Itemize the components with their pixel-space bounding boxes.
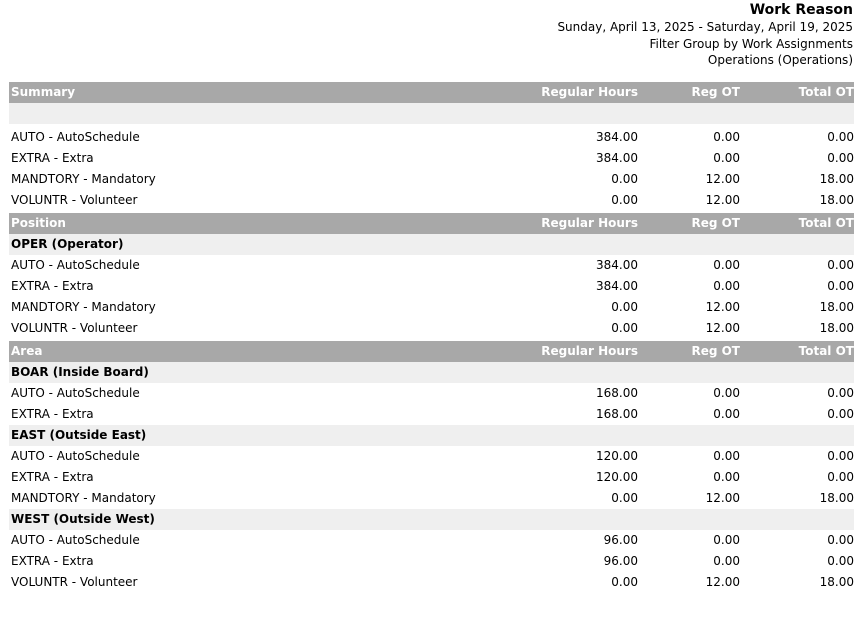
total-ot-value: 0.00 <box>827 258 854 272</box>
table-row <box>9 255 854 276</box>
regular-hours-value: 120.00 <box>596 449 638 463</box>
total-ot-value: 0.00 <box>827 407 854 421</box>
group-header <box>9 103 854 124</box>
table-row <box>9 169 854 190</box>
group-label: BOAR (Inside Board) <box>11 365 149 379</box>
total-ot-value: 0.00 <box>827 386 854 400</box>
total-ot-value: 0.00 <box>827 151 854 165</box>
regular-hours-value: 96.00 <box>603 554 638 568</box>
regular-hours-value: 384.00 <box>596 151 638 165</box>
work-reason: MANDTORY - Mandatory <box>11 172 156 186</box>
regular-hours-value: 168.00 <box>596 407 638 421</box>
reg-ot-value: 0.00 <box>713 449 740 463</box>
column-header-reg-ot: Reg OT <box>691 344 740 358</box>
work-reason: VOLUNTR - Volunteer <box>11 575 138 589</box>
reg-ot-value: 0.00 <box>713 470 740 484</box>
group-header <box>9 234 854 255</box>
work-reason: VOLUNTR - Volunteer <box>11 321 138 335</box>
reg-ot-value: 0.00 <box>713 386 740 400</box>
section-title: Summary <box>11 85 76 99</box>
total-ot-value: 18.00 <box>819 491 854 505</box>
total-ot-value: 18.00 <box>819 193 854 207</box>
total-ot-value: 18.00 <box>819 321 854 335</box>
table-row <box>9 530 854 551</box>
table-row <box>9 276 854 297</box>
group-header <box>9 425 854 446</box>
regular-hours-value: 384.00 <box>596 279 638 293</box>
group-label <box>9 103 431 124</box>
reg-ot-value: 12.00 <box>705 193 740 207</box>
column-header-regular-hours: Regular Hours <box>541 216 638 230</box>
table-row <box>9 127 854 148</box>
column-header-total-ot: Total OT <box>798 344 854 358</box>
total-ot-value: 0.00 <box>827 554 854 568</box>
work-reason: EXTRA - Extra <box>11 554 94 568</box>
total-ot-value: 0.00 <box>827 279 854 293</box>
table-row <box>9 488 854 509</box>
reg-ot-value: 12.00 <box>705 300 740 314</box>
table-row <box>9 572 854 593</box>
regular-hours-value: 0.00 <box>611 172 638 186</box>
column-header-regular-hours: Regular Hours <box>541 344 638 358</box>
total-ot-value: 0.00 <box>827 533 854 547</box>
group-label: OPER (Operator) <box>11 237 124 251</box>
work-reason: EXTRA - Extra <box>11 407 94 421</box>
table-row <box>9 318 854 339</box>
work-reason: VOLUNTR - Volunteer <box>11 193 138 207</box>
reg-ot-value: 0.00 <box>713 554 740 568</box>
regular-hours-value: 168.00 <box>596 386 638 400</box>
reg-ot-value: 0.00 <box>713 533 740 547</box>
report-title: Work Reason <box>749 2 853 18</box>
table-row <box>9 551 854 572</box>
regular-hours-value: 96.00 <box>603 533 638 547</box>
report-date-range: Sunday, April 13, 2025 - Saturday, April 19, 2025 <box>557 20 853 34</box>
work-reason: EXTRA - Extra <box>11 470 94 484</box>
reg-ot-value: 0.00 <box>713 151 740 165</box>
work-reason: MANDTORY - Mandatory <box>11 491 156 505</box>
total-ot-value: 0.00 <box>827 130 854 144</box>
regular-hours-value: 0.00 <box>611 300 638 314</box>
total-ot-value: 18.00 <box>819 172 854 186</box>
table-row <box>9 148 854 169</box>
reg-ot-value: 0.00 <box>713 258 740 272</box>
reg-ot-value: 12.00 <box>705 172 740 186</box>
table-row <box>9 467 854 488</box>
work-reason: AUTO - AutoSchedule <box>11 386 140 400</box>
work-reason: AUTO - AutoSchedule <box>11 533 140 547</box>
work-reason: EXTRA - Extra <box>11 279 94 293</box>
report-scope: Operations (Operations) <box>707 53 853 67</box>
total-ot-value: 0.00 <box>827 449 854 463</box>
column-header-regular-hours: Regular Hours <box>541 85 638 99</box>
regular-hours-value: 0.00 <box>611 193 638 207</box>
report-filter: Filter Group by Work Assignments <box>649 36 853 51</box>
reg-ot-value: 12.00 <box>705 321 740 335</box>
reg-ot-value: 12.00 <box>705 575 740 589</box>
regular-hours-value: 0.00 <box>611 321 638 335</box>
reg-ot-value: 0.00 <box>713 279 740 293</box>
table-row <box>9 404 854 425</box>
table-row <box>9 383 854 404</box>
table-row <box>9 190 854 211</box>
regular-hours-value: 120.00 <box>596 470 638 484</box>
section-title: Position <box>11 216 66 230</box>
work-reason: MANDTORY - Mandatory <box>11 300 156 314</box>
work-reason: AUTO - AutoSchedule <box>11 130 140 144</box>
reg-ot-value: 0.00 <box>713 130 740 144</box>
reg-ot-value: 12.00 <box>705 491 740 505</box>
section-header-position <box>9 213 854 234</box>
total-ot-value: 0.00 <box>827 470 854 484</box>
regular-hours-value: 384.00 <box>596 130 638 144</box>
regular-hours-value: 0.00 <box>611 575 638 589</box>
column-header-reg-ot: Reg OT <box>691 216 740 230</box>
total-ot-value: 18.00 <box>819 300 854 314</box>
group-header <box>9 362 854 383</box>
report-table <box>9 82 854 593</box>
section-title: Area <box>11 344 43 358</box>
group-label: EAST (Outside East) <box>11 428 147 442</box>
work-reason: AUTO - AutoSchedule <box>11 449 140 463</box>
column-header-total-ot: Total OT <box>798 216 854 230</box>
table-row <box>9 446 854 467</box>
section-header-area <box>9 341 854 362</box>
reg-ot-value: 0.00 <box>713 407 740 421</box>
column-header-reg-ot: Reg OT <box>691 85 740 99</box>
total-ot-value: 18.00 <box>819 575 854 589</box>
regular-hours-value: 384.00 <box>596 258 638 272</box>
report-header <box>557 0 853 69</box>
section-header-summary <box>9 82 854 103</box>
work-reason: AUTO - AutoSchedule <box>11 258 140 272</box>
group-header <box>9 509 854 530</box>
regular-hours-value: 0.00 <box>611 491 638 505</box>
column-header-total-ot: Total OT <box>798 85 854 99</box>
group-label: WEST (Outside West) <box>11 512 155 526</box>
table-row <box>9 297 854 318</box>
work-reason: EXTRA - Extra <box>11 151 94 165</box>
